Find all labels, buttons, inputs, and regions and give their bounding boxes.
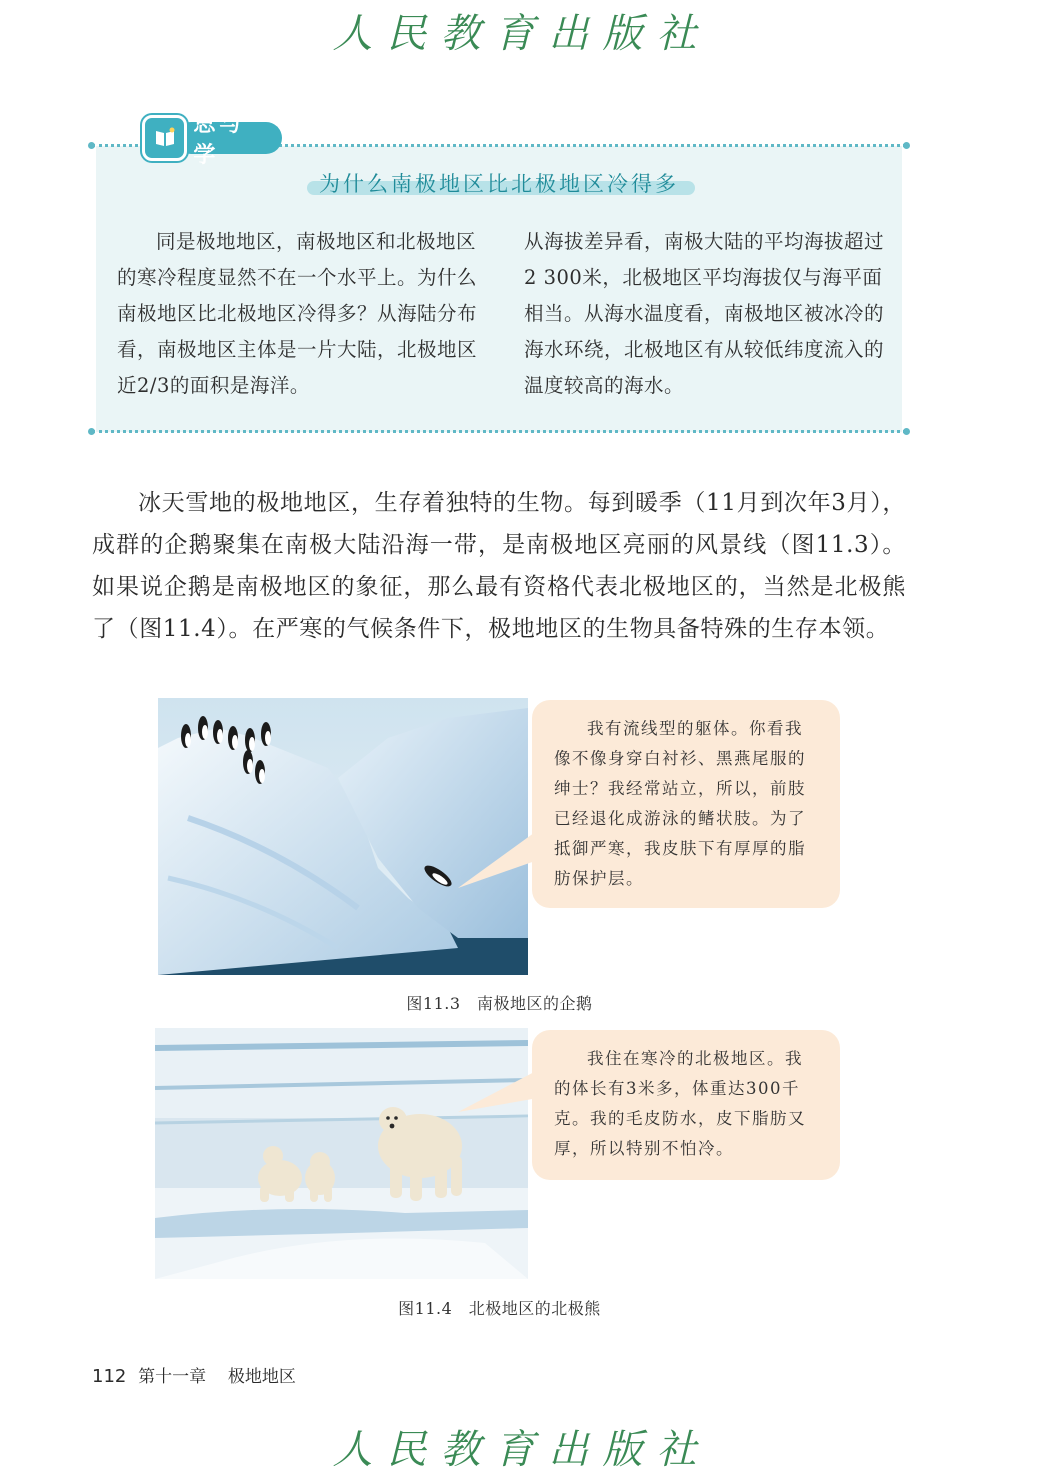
figure-caption: 图11.4 北极地区的北极熊: [398, 1299, 601, 1318]
figure-caption: 图11.3 南极地区的企鹅: [406, 994, 593, 1013]
box-bottom-border: [92, 430, 906, 433]
think-learn-badge: [142, 112, 282, 168]
page-number: 112: [92, 1366, 127, 1387]
badge-label: 思与学: [175, 122, 282, 154]
penguin-speech-bubble: 我有流线型的躯体。你看我像不像身穿白衬衫、黑燕尾服的绅士？我经常站立，所以，前肢已经退化成游泳的鳍状肢。为了抵御严寒，我皮肤下有厚厚的脂肪保护层。: [532, 700, 840, 908]
publisher-watermark-top: 人民教育出版社: [332, 11, 711, 57]
bubble-tail: [458, 830, 538, 890]
polar-bears-photo: [155, 1028, 528, 1279]
body-paragraph: 冰天雪地的极地地区，生存着独特的生物。每到暖季（11月到次年3月），成群的企鹅聚集在南极大陆沿海一带，是南极地区亮丽的风景线（图11.3）。如果说企鹅是南极地区的象征，那么最有资格代表北极地区的，当然是北极熊了（图11.4）。在严寒的气候条件下，极地地区的生物具备特殊的生存本领。: [92, 490, 906, 642]
chapter-label: 第十一章: [138, 1367, 207, 1387]
think-learn-title: 为什么南极地区比北极地区冷得多: [319, 172, 679, 196]
section-label: 极地地区: [227, 1367, 296, 1387]
polar-bear-speech-bubble: 我住在寒冷的北极地区。我的体长有3米多，体重达300千克。我的毛皮防水，皮下脂肪又厚，所以特别不怕冷。: [532, 1030, 840, 1180]
bubble-tail: [458, 1070, 538, 1120]
right-column-text: 从海拔差异看，南极大陆的平均海拔超过2 300米，北极地区平均海拔仅与海平面相当。从海水温度看，南极地区被冰冷的海水环绕，北极地区有从较低纬度流入的温度较高的海水。: [524, 230, 885, 397]
left-column-text: 同是极地地区，南极地区和北极地区的寒冷程度显然不在一个水平上。为什么南极地区比北极地区冷得多？从海陆分布看，南极地区主体是一片大陆，北极地区近2/3的面积是海洋。: [117, 230, 478, 397]
book-icon: [142, 115, 187, 161]
publisher-watermark-bottom: 人民教育出版社: [332, 1427, 711, 1473]
think-learn-left-column: [117, 224, 477, 404]
page-footer: [92, 1362, 296, 1387]
think-learn-right-column: [524, 224, 884, 404]
